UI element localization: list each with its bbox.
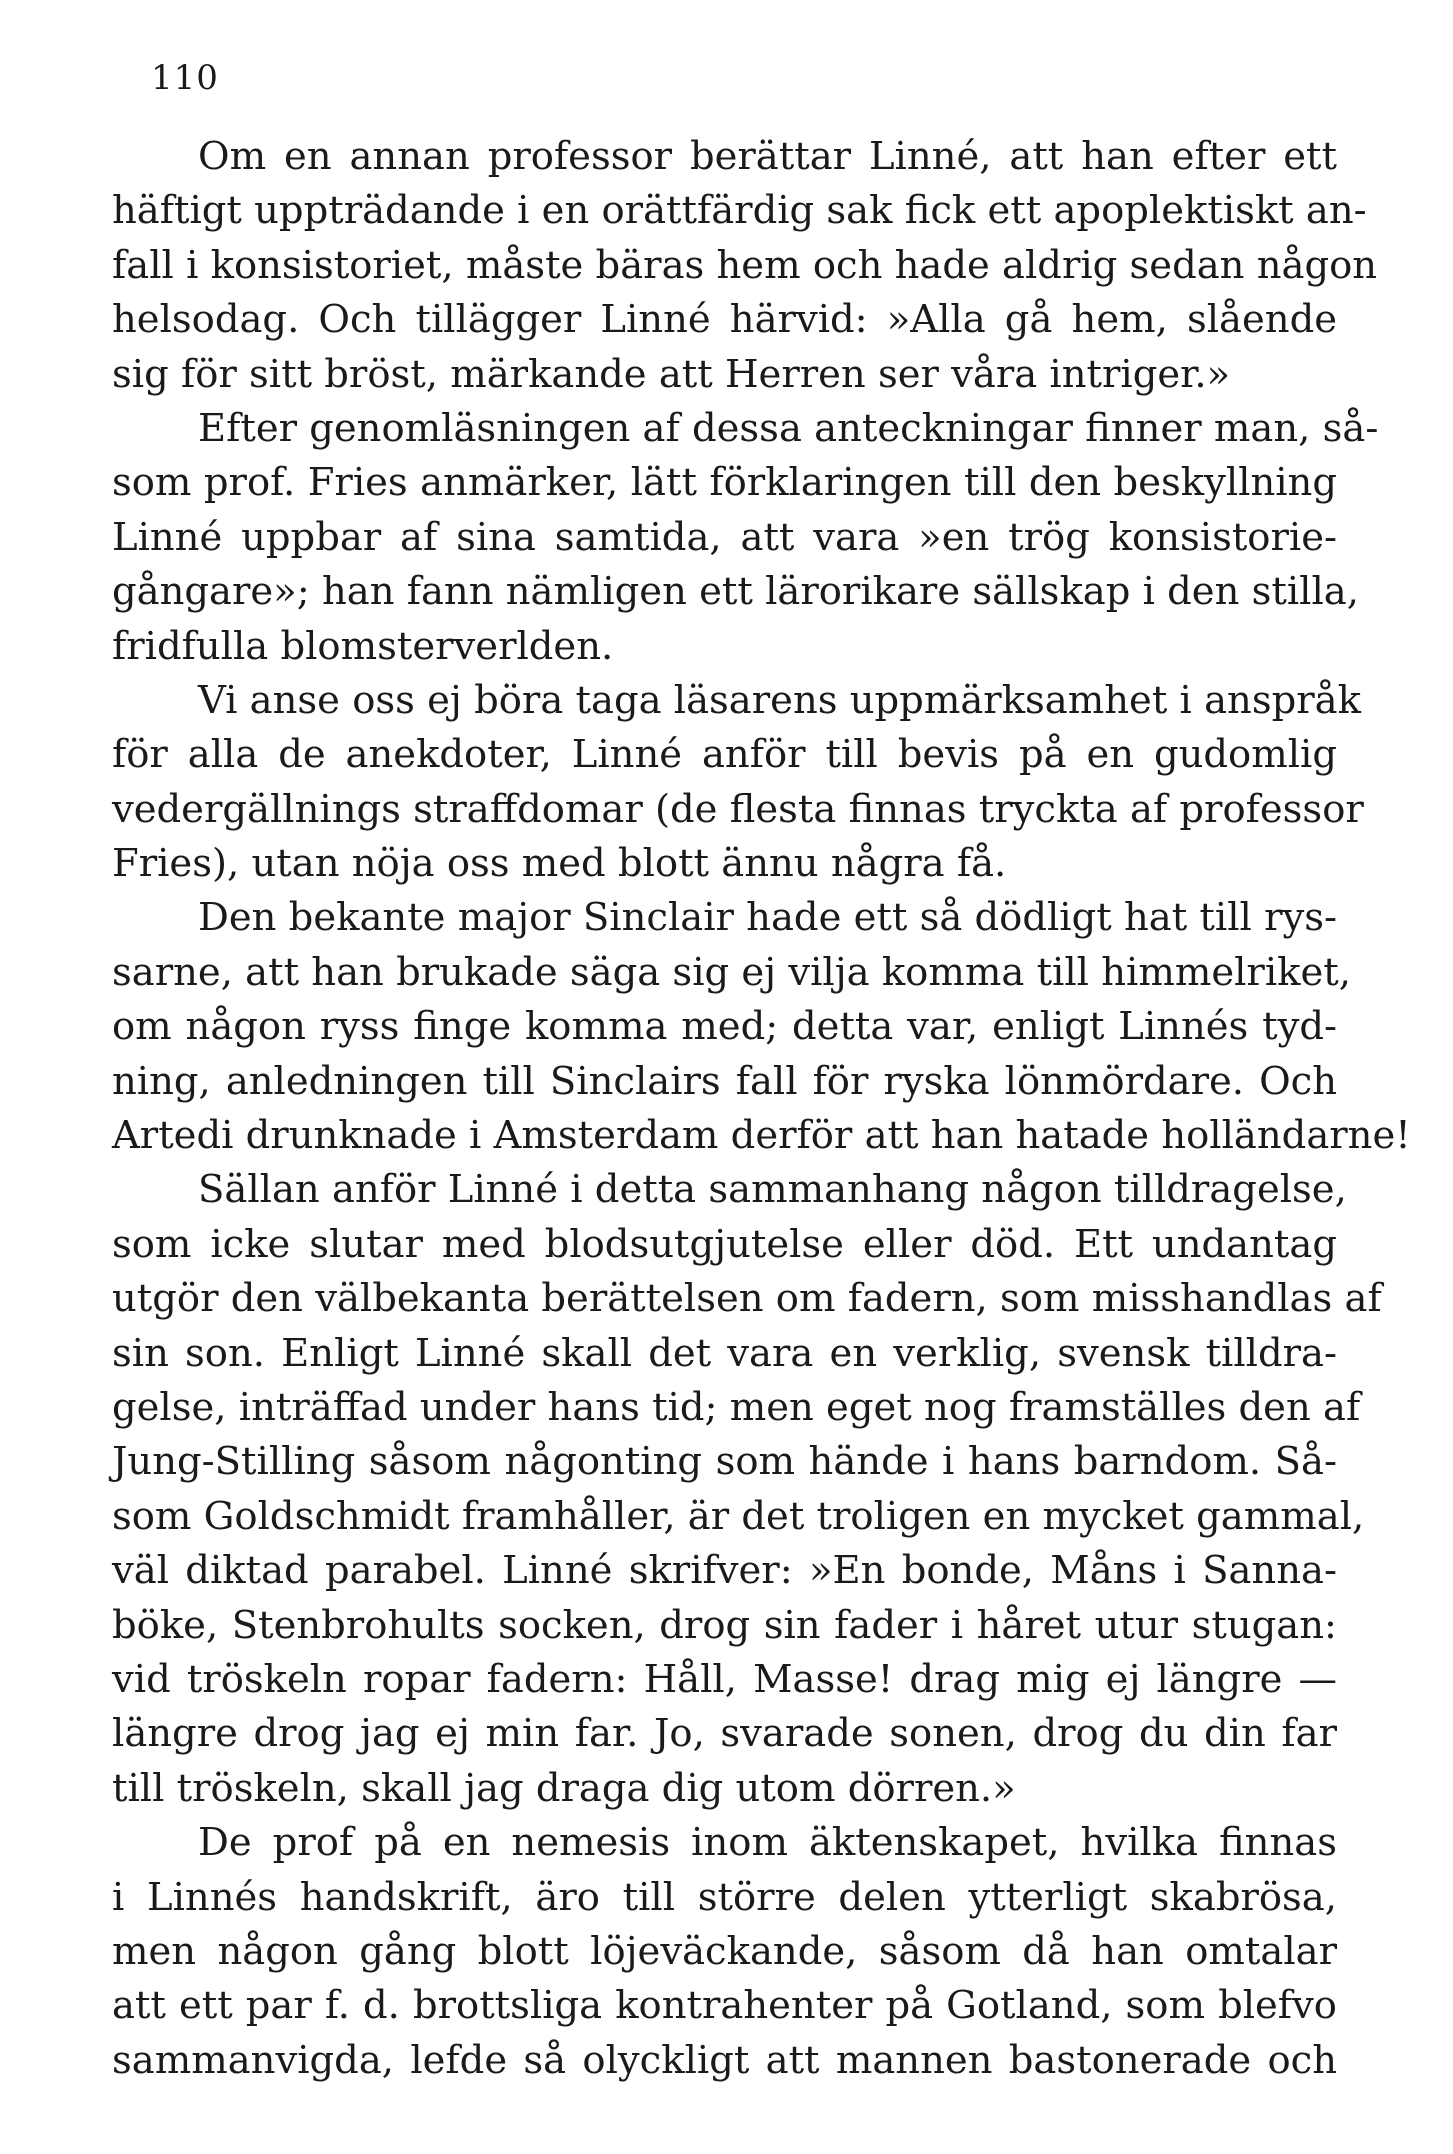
text-line: Linné uppbar af sina samtida, att vara »en trög konsistorie- <box>112 514 1337 560</box>
text-line: väl diktad parabel. Linné skrifver: »En bonde, Måns i Sanna- <box>112 1548 1337 1594</box>
text-line: fall i konsistoriet, måste bäras hem och hade aldrig sedan någon <box>112 242 1378 288</box>
text-line: om någon ryss finge komma med; detta var, enligt Linnés tyd- <box>112 1004 1337 1050</box>
text-line: Jung-Stilling såsom någonting som hände i hans barndom. Så- <box>112 1439 1337 1485</box>
text-line: längre drog jag ej min far. Jo, svarade sonen, drog du din far <box>112 1711 1337 1757</box>
text-line: Artedi drunknade i Amsterdam derför att han hatade holländarne! <box>112 1113 1411 1159</box>
text-line: som prof. Fries anmärker, lätt förklaringen till den beskyllning <box>112 460 1337 506</box>
text-line: men någon gång blott löjeväckande, såsom då han omtalar <box>112 1928 1337 1974</box>
text-line: utgör den välbekanta berättelsen om fadern, som misshandlas af <box>112 1276 1382 1322</box>
text-line: ning, anledningen till Sinclairs fall för ryska lönmördare. Och <box>112 1058 1337 1104</box>
text-line: för alla de anekdoter, Linné anför till bevis på en gudomlig <box>112 732 1337 778</box>
text-line: sammanvigda, lefde så olyckligt att mannen bastonerade och <box>112 2037 1337 2083</box>
text-line: Sällan anför Linné i detta sammanhang någon tilldragelse, <box>198 1167 1347 1213</box>
text-line: gångare»; han fann nämligen ett lärorikare sällskap i den stilla, <box>112 569 1359 615</box>
text-line: Den bekante major Sinclair hade ett så dödligt hat till rys- <box>198 895 1337 941</box>
text-line: böke, Stenbrohults socken, drog sin fader i håret utur stugan: <box>112 1602 1337 1648</box>
text-line: sin son. Enligt Linné skall det vara en verklig, svensk tilldra- <box>112 1330 1337 1376</box>
text-line: häftigt uppträdande i en orättfärdig sak fick ett apoplektiskt an- <box>112 188 1367 234</box>
text-line: sarne, att han brukade säga sig ej vilja komma till himmelriket, <box>112 949 1351 995</box>
text-line: fridfulla blomsterverlden. <box>112 623 614 669</box>
text-line: som icke slutar med blodsutgjutelse eller död. Ett undantag <box>112 1221 1337 1267</box>
text-line: vid tröskeln ropar fadern: Håll, Masse! drag mig ej längre — <box>112 1656 1337 1702</box>
page-number: 110 <box>151 58 219 98</box>
text-line: Efter genomläsningen af dessa anteckningar finner man, så- <box>198 405 1379 451</box>
text-line: Fries), utan nöja oss med blott ännu några få. <box>112 841 1007 887</box>
text-line: sig för sitt bröst, märkande att Herren ser våra intriger.» <box>112 351 1231 397</box>
body-text <box>112 130 1411 2088</box>
text-line: vedergällnings straffdomar (de flesta finnas tryckta af professor <box>112 786 1364 832</box>
text-line: gelse, inträffad under hans tid; men eget nog framställes den af <box>112 1384 1361 1430</box>
text-line: Vi anse oss ej böra taga läsarens uppmärksamhet i anspråk <box>198 677 1361 723</box>
text-line: i Linnés handskrift, äro till större delen ytterligt skabrösa, <box>112 1874 1337 1920</box>
text-line: helsodag. Och tillägger Linné härvid: »Alla gå hem, slående <box>112 297 1337 343</box>
text-line: som Goldschmidt framhåller, är det troligen en mycket gammal, <box>112 1493 1365 1539</box>
text-line: att ett par f. d. brottsliga kontrahenter på Gotland, som blefvo <box>112 1983 1337 2029</box>
text-line: De prof på en nemesis inom äktenskapet, hvilka finnas <box>198 1820 1337 1866</box>
text-line: till tröskeln, skall jag draga dig utom dörren.» <box>112 1765 1016 1811</box>
text-line: Om en annan professor berättar Linné, att han efter ett <box>198 134 1337 179</box>
